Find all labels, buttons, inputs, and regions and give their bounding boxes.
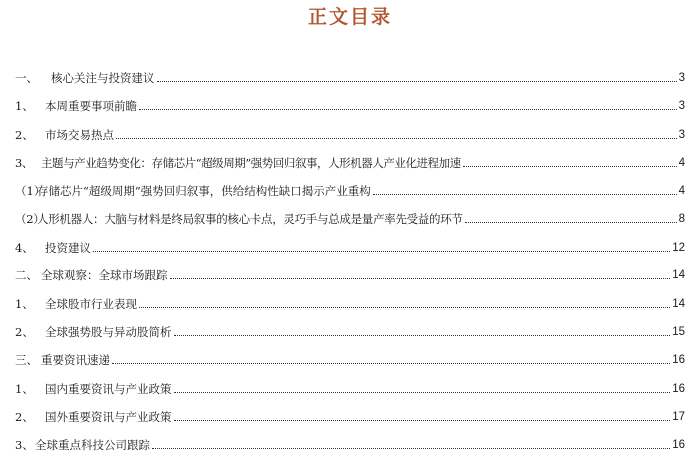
toc-entry-label: [15, 184, 371, 198]
toc-entry-page: 15: [672, 326, 685, 338]
toc-entry-label: [15, 382, 172, 396]
dot-leader: [174, 419, 671, 421]
toc-entry-label: [15, 297, 137, 311]
toc-entry[interactable]: [15, 122, 685, 142]
toc-entry[interactable]: [15, 319, 685, 339]
toc-entry-number: 3、: [15, 438, 34, 452]
dot-leader: [139, 108, 677, 110]
toc-entry-number: 3、: [15, 156, 33, 170]
toc-entry-page: 16: [672, 439, 685, 451]
toc-entry-number: 1、: [15, 382, 34, 396]
toc-entry-label: [15, 438, 150, 452]
toc-entry-number: （2）: [15, 212, 45, 226]
toc-entry-page: 14: [672, 269, 685, 281]
toc-entry-number: 2、: [15, 325, 34, 339]
toc-entry-text: 全球股市行业表现: [45, 297, 137, 311]
dot-leader: [373, 193, 677, 195]
toc-entry-label: [15, 325, 172, 339]
toc-entry-text: 存储芯片“超级周期”强势回归叙事，供给结构性缺口揭示产业重构: [37, 184, 371, 198]
toc-entry-number: 1、: [15, 99, 34, 113]
toc-entry-label: [15, 99, 137, 113]
toc-entry[interactable]: [15, 178, 685, 198]
toc-entry[interactable]: [15, 235, 685, 255]
toc-entry-page: 12: [672, 242, 685, 254]
toc-entry-page: 8: [678, 213, 685, 225]
toc-entry-number: 三、: [15, 353, 38, 367]
toc-entry-text: 人形机器人：大脑与材料是终局叙事的核心卡点，灵巧手与总成是量产率先受益的环节: [37, 212, 463, 226]
toc-entry-label: [15, 156, 461, 170]
toc-entry[interactable]: [15, 432, 685, 452]
toc-entry-number: （1）: [15, 184, 46, 198]
dot-leader: [93, 250, 670, 252]
toc-entry[interactable]: [15, 347, 685, 367]
toc-entry-text: 重要资讯速递: [41, 353, 110, 367]
dot-leader: [157, 80, 677, 82]
toc-entry-text: 核心关注与投资建议: [51, 71, 155, 85]
toc-entry-text: 投资建议: [45, 241, 91, 255]
toc-entry[interactable]: [15, 65, 685, 85]
toc-entry-text: 本周重要事项前瞻: [45, 99, 137, 113]
toc-entry[interactable]: [15, 262, 685, 282]
dot-leader: [170, 277, 671, 279]
toc-entry-page: 14: [672, 298, 685, 310]
toc-entry-label: [15, 241, 91, 255]
dot-leader: [463, 165, 677, 167]
toc-entry-page: 17: [672, 411, 685, 423]
toc-entry-number: 4、: [15, 241, 34, 255]
toc-title: 正文目录: [307, 6, 392, 28]
toc-entry-text: 全球观察：全球市场跟踪: [41, 268, 168, 282]
toc-entry-text: 全球强势股与异动股简析: [45, 325, 172, 339]
toc-entry-number: 2、: [15, 128, 34, 142]
toc-entry-page: 16: [672, 383, 685, 395]
toc-entry-page: 3: [678, 72, 685, 84]
dot-leader: [174, 334, 671, 336]
toc-entry-text: 全球重点科技公司跟踪: [35, 438, 150, 452]
toc-entry-text: 市场交易热点: [45, 128, 114, 142]
toc-entry[interactable]: [15, 291, 685, 311]
toc-entry-label: [15, 353, 110, 367]
toc-entry-page: 3: [678, 129, 685, 141]
toc-entry-number: 二、: [15, 268, 38, 282]
dot-leader: [116, 137, 677, 139]
toc-entry-number: 2、: [15, 410, 34, 424]
toc-entry-text: 国内重要资讯与产业政策: [45, 382, 172, 396]
toc-entry[interactable]: [15, 150, 685, 170]
toc-entry-text: 主题与产业趋势变化：存储芯片“超级周期”强势回归叙事，人形机器人产业化进程加速: [41, 156, 461, 170]
dot-leader: [139, 306, 670, 308]
toc-entry[interactable]: [15, 206, 685, 226]
toc-entry-label: [15, 410, 172, 424]
dot-leader: [174, 391, 671, 393]
toc-entry[interactable]: [15, 376, 685, 396]
toc-entry-text: 国外重要资讯与产业政策: [45, 410, 172, 424]
toc-entry-label: [15, 212, 463, 226]
toc-entry-page: 16: [672, 354, 685, 366]
toc-entry-page: 3: [678, 100, 685, 112]
toc-entry[interactable]: [15, 404, 685, 424]
toc-entry-number: 一、: [15, 71, 38, 85]
toc-entry-number: 1、: [15, 297, 34, 311]
dot-leader: [465, 221, 677, 223]
dot-leader: [152, 447, 670, 449]
toc-entry-label: [15, 268, 168, 282]
toc-entry-label: [15, 128, 114, 142]
toc-entry-page: 4: [678, 157, 685, 169]
toc-entry-label: [15, 71, 155, 85]
toc-entry-page: 4: [678, 185, 685, 197]
dot-leader: [112, 362, 670, 364]
toc-entry[interactable]: [15, 93, 685, 113]
